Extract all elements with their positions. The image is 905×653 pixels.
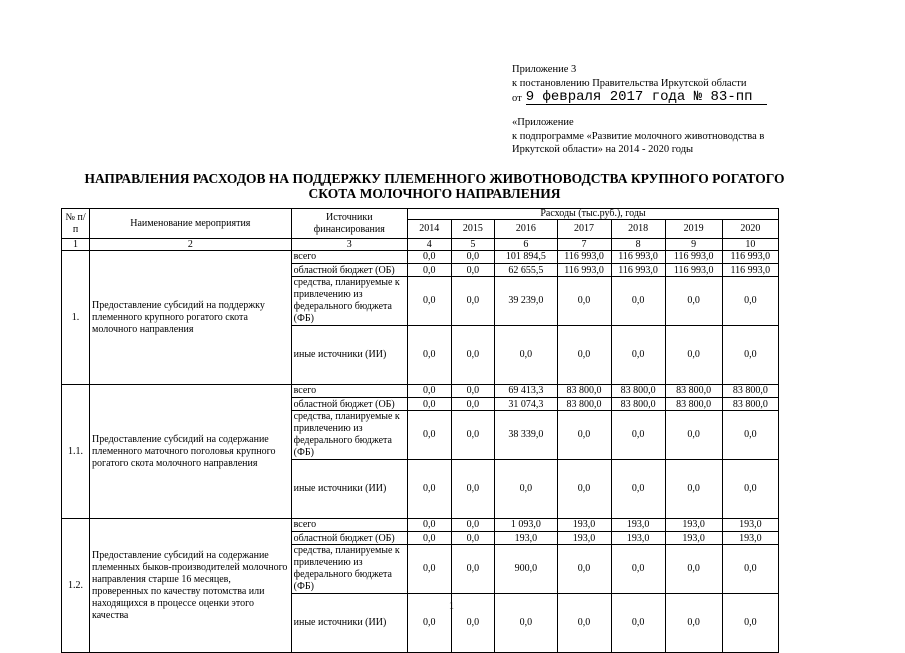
column-number: 2	[90, 239, 292, 251]
to-decree-text: к постановлению Правительства Иркутской области	[512, 77, 747, 89]
expense-value: 101 894,5	[495, 251, 557, 264]
year-header: 2015	[451, 220, 495, 239]
expense-value: 1 093,0	[495, 519, 557, 532]
funding-source: иные источники (ИИ)	[291, 326, 407, 385]
column-number: 7	[557, 239, 611, 251]
column-number: 6	[495, 239, 557, 251]
expense-value: 0,0	[407, 594, 451, 653]
header-funding-source: Источники финансирования	[291, 209, 407, 239]
event-name: Предоставление субсидий на содержание племенных быков-производителей молочного направления старше 16 месяцев, проверенных по качеству потомства или находящихся в процессе оценки этого качества	[90, 519, 292, 653]
column-number: 1	[62, 239, 90, 251]
event-name: Предоставление субсидий на содержание племенного маточного поголовья крупного рогатого скота молочного направления	[90, 385, 292, 519]
expense-value: 83 800,0	[665, 385, 722, 398]
column-number: 9	[665, 239, 722, 251]
expense-value: 0,0	[722, 460, 778, 519]
expense-value: 0,0	[557, 326, 611, 385]
year-header: 2017	[557, 220, 611, 239]
expense-value: 0,0	[407, 277, 451, 326]
funding-source: средства, планируемые к привлечению из федерального бюджета (ФБ)	[291, 277, 407, 326]
table-row	[62, 385, 779, 398]
expense-value: 0,0	[722, 277, 778, 326]
expense-value: 0,0	[451, 594, 495, 653]
expense-value: 38 339,0	[495, 411, 557, 460]
expense-value: 39 239,0	[495, 277, 557, 326]
expense-value: 83 800,0	[557, 398, 611, 411]
funding-source: всего	[291, 385, 407, 398]
expense-value: 83 800,0	[665, 398, 722, 411]
expense-value: 69 413,3	[495, 385, 557, 398]
column-number: 4	[407, 239, 451, 251]
expense-value: 0,0	[611, 326, 665, 385]
expense-value: 0,0	[611, 277, 665, 326]
subprogram-text: к подпрограмме «Развитие молочного животноводства в Иркутской области» на 2014 - 2020 годы	[512, 130, 765, 155]
decree-ot: от	[512, 92, 522, 104]
expense-value: 900,0	[495, 545, 557, 594]
expense-value: 193,0	[495, 532, 557, 545]
expense-value: 83 800,0	[557, 385, 611, 398]
expense-value: 0,0	[407, 411, 451, 460]
expense-value: 62 655,5	[495, 264, 557, 277]
expense-value: 31 074,3	[495, 398, 557, 411]
expense-value: 0,0	[557, 277, 611, 326]
table-row	[62, 251, 779, 264]
expense-value: 0,0	[407, 519, 451, 532]
expense-value: 193,0	[722, 519, 778, 532]
funding-source: областной бюджет (ОБ)	[291, 398, 407, 411]
expense-value: 0,0	[451, 326, 495, 385]
expense-value: 0,0	[407, 545, 451, 594]
expense-value: 0,0	[407, 385, 451, 398]
expense-value: 0,0	[557, 545, 611, 594]
expense-value: 193,0	[557, 532, 611, 545]
expense-value: 116 993,0	[722, 264, 778, 277]
appendix-label: Приложение 3	[512, 64, 577, 75]
expense-value: 0,0	[611, 411, 665, 460]
funding-source: всего	[291, 251, 407, 264]
expense-value: 193,0	[611, 519, 665, 532]
decree-date-number: 9 февраля 2017 года № 83-пп	[526, 90, 767, 105]
expense-value: 0,0	[451, 545, 495, 594]
expense-value: 0,0	[665, 545, 722, 594]
expense-value: 0,0	[451, 460, 495, 519]
expense-value: 116 993,0	[557, 264, 611, 277]
header-expenses: Расходы (тыс.руб.), годы	[407, 209, 778, 220]
column-number: 3	[291, 239, 407, 251]
expense-value: 116 993,0	[665, 264, 722, 277]
expense-value: 83 800,0	[611, 385, 665, 398]
expense-value: 0,0	[451, 277, 495, 326]
expense-value: 0,0	[451, 385, 495, 398]
appendix-header	[512, 63, 767, 105]
expense-value: 0,0	[665, 460, 722, 519]
expense-value: 0,0	[451, 411, 495, 460]
year-header: 2014	[407, 220, 451, 239]
expense-value: 0,0	[407, 326, 451, 385]
document-title: НАПРАВЛЕНИЯ РАСХОДОВ НА ПОДДЕРЖКУ ПЛЕМЕННОГО ЖИВОТНОВОДСТВА КРУПНОГО РОГАТОГО СКОТА МОЛОЧНОГО НАПРАВЛЕНИЯ	[84, 171, 785, 201]
expense-value: 0,0	[722, 545, 778, 594]
column-number: 10	[722, 239, 778, 251]
expense-value: 0,0	[495, 594, 557, 653]
column-number: 8	[611, 239, 665, 251]
expense-value: 0,0	[495, 460, 557, 519]
year-header: 2016	[495, 220, 557, 239]
section-number: 1.1.	[62, 385, 90, 519]
event-name: Предоставление субсидий на поддержку племенного крупного рогатого скота молочного направления	[90, 251, 292, 385]
funding-source: средства, планируемые к привлечению из федерального бюджета (ФБ)	[291, 411, 407, 460]
expense-value: 0,0	[407, 532, 451, 545]
expenses-table	[61, 208, 779, 653]
column-number: 5	[451, 239, 495, 251]
expense-value: 0,0	[722, 411, 778, 460]
year-header: 2020	[722, 220, 778, 239]
expense-value: 0,0	[665, 326, 722, 385]
expense-value: 0,0	[722, 594, 778, 653]
expense-value: 193,0	[611, 532, 665, 545]
table-row	[62, 519, 779, 532]
expense-value: 193,0	[557, 519, 611, 532]
section-number: 1.2.	[62, 519, 90, 653]
expense-value: 0,0	[665, 411, 722, 460]
expense-value: 116 993,0	[611, 251, 665, 264]
expense-value: 83 800,0	[722, 385, 778, 398]
section-number: 1.	[62, 251, 90, 385]
expense-value: 0,0	[722, 326, 778, 385]
expense-value: 0,0	[665, 594, 722, 653]
expense-value: 83 800,0	[722, 398, 778, 411]
expense-value: 193,0	[665, 519, 722, 532]
expense-value: 0,0	[557, 594, 611, 653]
header-number: № п/п	[62, 209, 90, 239]
expense-value: 0,0	[407, 460, 451, 519]
expense-value: 0,0	[611, 460, 665, 519]
expense-value: 83 800,0	[611, 398, 665, 411]
expense-value: 0,0	[451, 264, 495, 277]
expense-value: 0,0	[407, 398, 451, 411]
expense-value: 116 993,0	[722, 251, 778, 264]
funding-source: иные источники (ИИ)	[291, 594, 407, 653]
expense-value: 0,0	[407, 264, 451, 277]
expense-value: 193,0	[665, 532, 722, 545]
expense-value: 0,0	[495, 326, 557, 385]
funding-source: средства, планируемые к привлечению из федерального бюджета (ФБ)	[291, 545, 407, 594]
expense-value: 0,0	[611, 545, 665, 594]
expense-value: 0,0	[451, 532, 495, 545]
year-header: 2019	[665, 220, 722, 239]
subprogram-reference	[512, 116, 782, 157]
appendix-quote: «Приложение	[512, 117, 574, 128]
header-event-name: Наименование мероприятия	[90, 209, 292, 239]
column-number-row	[62, 239, 779, 251]
funding-source: областной бюджет (ОБ)	[291, 532, 407, 545]
expense-value: 116 993,0	[557, 251, 611, 264]
decree-line	[512, 90, 767, 105]
expense-value: 0,0	[451, 519, 495, 532]
expense-value: 0,0	[451, 398, 495, 411]
page-number: 1	[449, 601, 454, 612]
expense-value: 0,0	[665, 277, 722, 326]
funding-source: иные источники (ИИ)	[291, 460, 407, 519]
expense-value: 0,0	[557, 411, 611, 460]
year-header: 2018	[611, 220, 665, 239]
funding-source: областной бюджет (ОБ)	[291, 264, 407, 277]
expense-value: 0,0	[451, 251, 495, 264]
expense-value: 0,0	[407, 251, 451, 264]
expense-value: 0,0	[557, 460, 611, 519]
expense-value: 116 993,0	[665, 251, 722, 264]
expense-value: 116 993,0	[611, 264, 665, 277]
expense-value: 193,0	[722, 532, 778, 545]
funding-source: всего	[291, 519, 407, 532]
expense-value: 0,0	[611, 594, 665, 653]
